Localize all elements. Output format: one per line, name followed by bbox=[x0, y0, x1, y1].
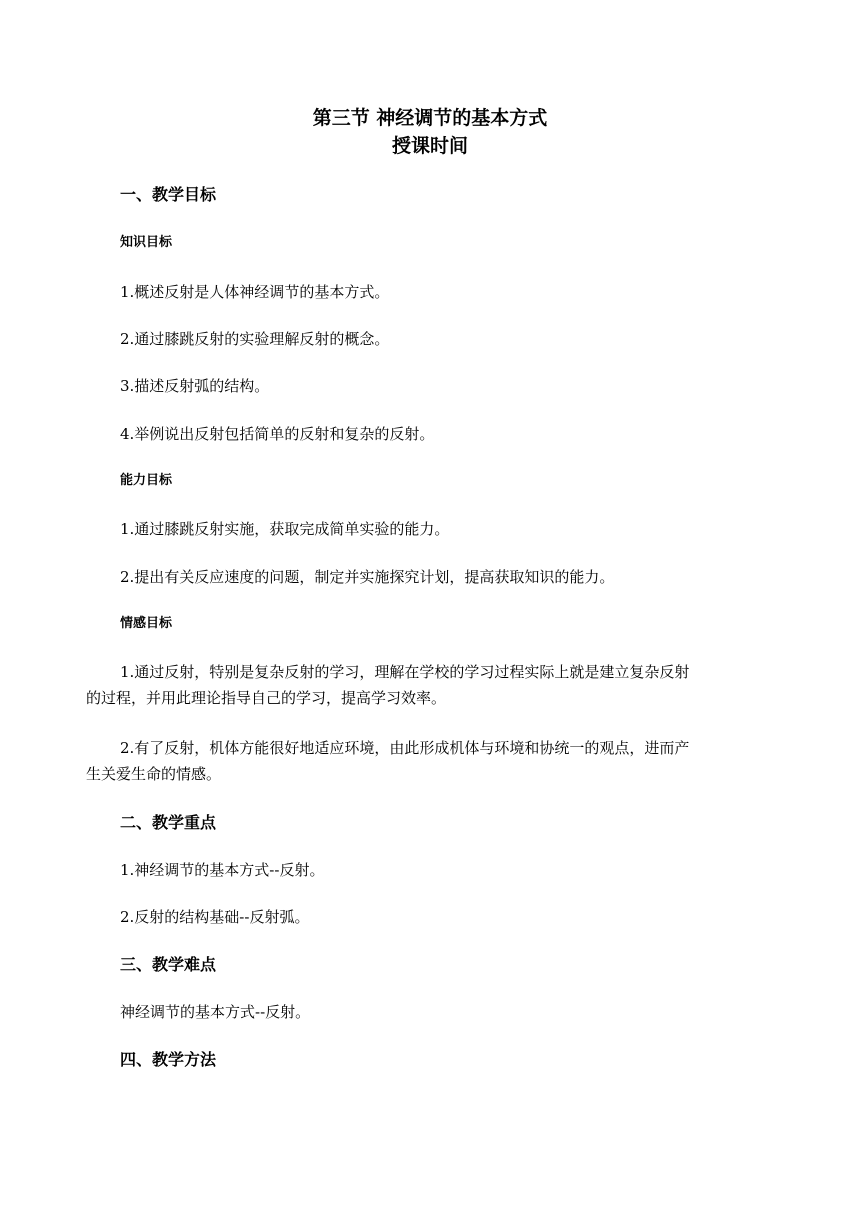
list-item: 2.反射的结构基础--反射弧。 bbox=[120, 908, 310, 926]
subheading-ability: 能力目标 bbox=[120, 473, 173, 488]
list-item: 1.通过膝跳反射实施，获取完成简单实验的能力。 bbox=[120, 520, 450, 538]
subheading-knowledge: 知识目标 bbox=[120, 235, 173, 250]
section-heading-objectives: 一、教学目标 bbox=[120, 185, 217, 204]
paragraph-line: 1.通过反射，特别是复杂反射的学习，理解在学校的学习过程实际上就是建立复杂反射 bbox=[120, 663, 690, 681]
list-item: 1.神经调节的基本方式--反射。 bbox=[120, 861, 325, 879]
subheading-emotion: 情感目标 bbox=[120, 616, 173, 631]
paragraph-line: 2.有了反射，机体方能很好地适应环境，由此形成机体与环境和协统一的观点，进而产 bbox=[120, 739, 690, 757]
section-heading-methods: 四、教学方法 bbox=[120, 1050, 217, 1069]
section-heading-key-points: 二、教学重点 bbox=[120, 813, 217, 832]
list-item: 1.概述反射是人体神经调节的基本方式。 bbox=[120, 283, 390, 301]
section-heading-difficulties: 三、教学难点 bbox=[120, 955, 217, 974]
list-item: 2.通过膝跳反射的实验理解反射的概念。 bbox=[120, 330, 390, 348]
list-item: 4.举例说出反射包括简单的反射和复杂的反射。 bbox=[120, 425, 435, 443]
document-title: 第三节 神经调节的基本方式 bbox=[312, 107, 548, 129]
list-item: 3.描述反射弧的结构。 bbox=[120, 377, 270, 395]
paragraph-line: 的过程，并用此理论指导自己的学习，提高学习效率。 bbox=[86, 689, 447, 707]
document-subtitle: 授课时间 bbox=[391, 135, 468, 157]
list-item: 2.提出有关反应速度的问题，制定并实施探究计划，提高获取知识的能力。 bbox=[120, 568, 615, 586]
paragraph: 神经调节的基本方式--反射。 bbox=[120, 1003, 311, 1021]
paragraph-line: 生关爱生命的情感。 bbox=[86, 765, 222, 783]
